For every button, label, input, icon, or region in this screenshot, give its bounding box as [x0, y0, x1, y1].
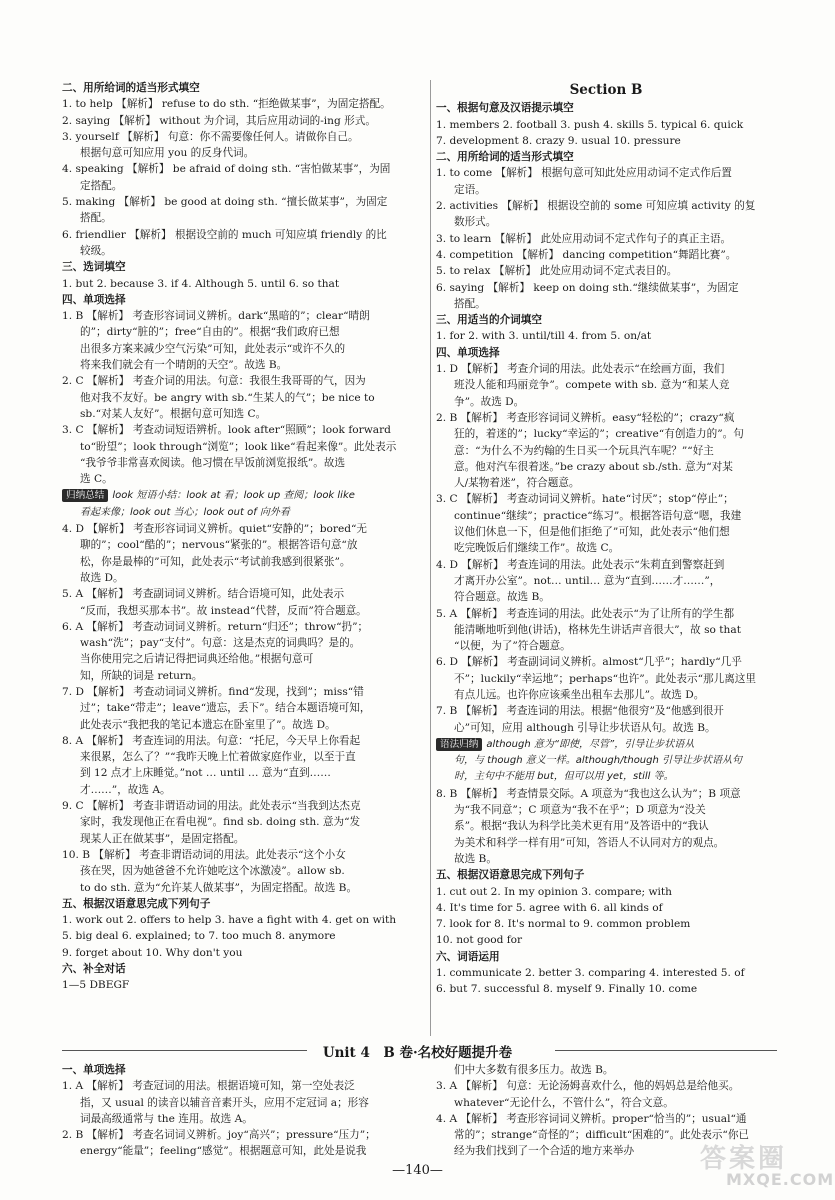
summary-note: 时，主句中不能用 but，但可以用 yet，still 等。 — [454, 771, 674, 783]
answer-line: 6. A 【解析】 考查动词词义辨析。return“归还”；throw“扔”； — [62, 620, 369, 633]
answer-continuation: 才离开办公室”。not… until… 意为“直到……才……”， — [454, 574, 721, 587]
bottom-left-column — [62, 1062, 424, 1160]
answer-line: 6. but 7. successful 8. myself 9. Finally 10. come — [436, 983, 698, 996]
answer-continuation: “以便，为了”符合题意。 — [454, 640, 571, 653]
answer-line: 4. It's time for 5. agree with 6. all kinds of — [436, 901, 663, 914]
answer-line: 1. but 2. because 3. if 4. Although 5. until 6. so that — [62, 277, 340, 290]
answer-line: 10. not good for — [436, 934, 523, 947]
answer-continuation: 出很多方案来减少空气污染”可知，此处表示“或许不久的 — [80, 342, 346, 355]
answer-line: 1. work out 2. offers to help 3. have a fight with 4. get on with — [62, 914, 397, 927]
answer-continuation: 当你使用完之后请记得把词典还给他。”根据句意可 — [80, 653, 314, 666]
answer-continuation: 他对我不友好。be angry with sb.“生某人的气”；be nice to — [80, 391, 375, 404]
answer-line: 3. to learn 【解析】 此处应用动词不定式作句子的真正主语。 — [436, 232, 732, 245]
answer-line: 1. A 【解析】 考查冠词的用法。根据语境可知，第一空处表泛 — [62, 1080, 355, 1093]
answer-continuation: 知，所缺的词是 return。 — [80, 669, 203, 682]
answer-line: 8. A 【解析】 考查连词的用法。句意：“托尼，今天早上你看起 — [62, 734, 361, 747]
summary-box — [62, 487, 424, 504]
section-heading: 二、用所给词的适当形式填空 — [436, 151, 574, 164]
answer-line: 7. development 8. crazy 9. usual 10. pressure — [436, 134, 681, 147]
watermark-url: MXQE.COM — [726, 1170, 835, 1189]
answer-line: 1. B 【解析】 考查形容词词义辨析。dark“黑暗的”；clear“晴朗 — [62, 310, 370, 323]
answer-continuation: 有点儿远。也许你应该乘坐出租车去那儿”。故选 D。 — [454, 688, 705, 701]
answer-continuation: 不”；luckily“幸运地”；perhaps“也许”。此处表示“那儿离这里 — [454, 672, 756, 685]
answer-line: 5. making 【解析】 be good at doing sth. “擅长做某事”，为固定 — [62, 196, 388, 209]
answer-continuation: 搭配。 — [454, 297, 486, 310]
answer-line: 9. forget about 10. Why don't you — [62, 946, 243, 959]
answer-continuation: 心”可知，应用 although 引导让步状语从句。故选 B。 — [454, 721, 716, 734]
section-b-title: Section B — [569, 82, 643, 98]
answer-line: 7. D 【解析】 考查动词词义辨析。find“发现，找到”；miss“错 — [62, 685, 364, 698]
watermark-logo — [690, 1138, 835, 1193]
answer-continuation: 经为我们找到了一个合适的地方来举办 — [454, 1145, 635, 1158]
answer-continuation: 定搭配。 — [80, 179, 123, 192]
answer-continuation: 搭配。 — [80, 212, 112, 225]
answer-continuation: to do sth. 意为“允许某人做某事”，为固定搭配。故选 B。 — [80, 881, 358, 894]
section-heading: 五、根据汉语意思完成下列句子 — [436, 869, 585, 882]
answer-continuation: sb.“对某人友好”。根据句意可知选 C。 — [80, 407, 267, 420]
summary-tag: 归纳总结 — [62, 489, 108, 502]
answer-continuation: 到 12 点才上床睡觉。”not … until … 意为“直到…… — [80, 767, 331, 780]
summary-note: look 短语小结：look at 看；look up 查阅；look like — [112, 490, 355, 502]
answer-continuation: “我爷爷非常喜欢阅读。他习惯在早饭前浏览报纸”。故选 — [80, 456, 346, 469]
answer-line: 5. to relax 【解析】 此处应用动词不定式表目的。 — [436, 265, 678, 278]
answer-line: 8. B 【解析】 考查情景交际。A 项意为“我也这么认为”；B 项意 — [436, 787, 741, 800]
section-heading: 三、选词填空 — [62, 261, 126, 274]
answer-line: 2. activities 【解析】 根据设空前的 some 可知应填 activity 的复 — [436, 200, 756, 213]
answer-continuation: 较级。 — [80, 244, 112, 257]
answer-continuation: 选 C。 — [80, 473, 113, 486]
answer-continuation: 指，又 usual 的读音以辅音音素开头，应用不定冠词 a；形容 — [80, 1096, 369, 1109]
summary-note: 看起来像；look out 当心；look out of 向外看 — [80, 506, 290, 518]
answer-line: 2. saying 【解析】 without 为介词，其后应用动词的-ing 形式。 — [62, 114, 376, 127]
answer-continuation: continue“继续”；practice“练习”。根据答语句意“嗯，我建 — [454, 509, 742, 522]
section-heading: 四、单项选择 — [62, 293, 126, 306]
section-heading: 三、用适当的介词填空 — [436, 314, 542, 327]
answer-line: 3. C 【解析】 考查动词短语辨析。look after“照顾”；look forward — [62, 424, 391, 437]
answer-line: 3. A 【解析】 句意：无论汤姆喜欢什么，他的妈妈总是给他买。 — [436, 1080, 740, 1093]
answer-line: 2. B 【解析】 考查形容词词义辨析。easy“轻松的”；crazy“疯 — [436, 411, 735, 424]
answer-continuation: energy“能量”；feeling“感觉”。根据题意可知，此处是说我 — [80, 1145, 367, 1158]
answer-line: 1. communicate 2. better 3. comparing 4. interested 5. of — [436, 967, 745, 980]
answer-line: 4. D 【解析】 考查连词的用法。此处表示“朱莉直到警察赶到 — [436, 558, 725, 571]
answer-continuation: 家时，我发现他正在看电视”。find sb. doing sth. 意为“发 — [80, 816, 361, 829]
answer-continuation: 争”。故选 D。 — [454, 395, 525, 408]
answer-continuation: 意。他对汽车很着迷。”be crazy about sb./sth. 意为“对某 — [454, 460, 733, 473]
answer-line: 7. look for 8. It's normal to 9. common problem — [436, 918, 691, 931]
answer-line: 1—5 DBEGF — [62, 979, 130, 992]
section-heading: 一、根据句意及汉语提示填空 — [436, 102, 574, 115]
summary-note: although 意为“即使，尽管”，引导让步状语从 — [486, 738, 695, 750]
answer-continuation: whatever“无论什么，不管什么”，符合文意。 — [454, 1096, 674, 1109]
answer-continuation: 定语。 — [454, 183, 486, 196]
answer-continuation: 此处表示“我把我的笔记本遗忘在卧室里了”。故选 D。 — [80, 718, 336, 731]
answer-line: 1. members 2. football 3. push 4. skills 5. typical 6. quick — [436, 118, 744, 131]
answer-continuation: 议他们休息一下，但是他们拒绝了”可知，此处表示“他们想 — [454, 526, 730, 539]
answer-line: 1. to come 【解析】 根据句意可知此处应用动词不定式作后置 — [436, 167, 732, 180]
answer-continuation: 孩在哭，因为她爸爸不允许她吃这个冰激凌”。allow sb. — [80, 865, 345, 878]
answer-line: 7. B 【解析】 考查连词的用法。根据“他很穷”及“他感到很开 — [436, 705, 724, 718]
answer-line: 10. B 【解析】 考查非谓语动词的用法。此处表示“这个小女 — [62, 848, 346, 861]
answer-line: 6. saying 【解析】 keep on doing sth.“继续做某事”，为固定 — [436, 281, 739, 294]
unit-header-rule-right — [555, 1050, 777, 1051]
section-heading: 二、用所给词的适当形式填空 — [62, 82, 200, 94]
answer-line: 2. C 【解析】 考查介词的用法。句意：我很生我哥哥的气，因为 — [62, 375, 366, 388]
answer-continuation: 狂的，着迷的”；lucky“幸运的”；creative“有创造力的”。句 — [454, 428, 744, 441]
answer-continuation: 们中大多数有很多压力。故选 B。 — [454, 1064, 614, 1076]
answer-line: 1. to help 【解析】 refuse to do sth. “拒绝做某事”，为固定搭配。 — [62, 98, 391, 111]
answer-continuation: 常的”；strange“奇怪的”；difficult“困难的”。此处表示“你已 — [454, 1129, 750, 1142]
page-number: —140— — [392, 1163, 443, 1178]
summary-tag: 语法归纳 — [436, 738, 482, 751]
right-column-body — [436, 100, 776, 997]
unit-header: Unit 4 B 卷·名校好题提升卷 — [322, 1045, 513, 1061]
left-column — [62, 80, 424, 994]
section-heading: 四、单项选择 — [436, 346, 500, 359]
answer-continuation: 将来我们就会有一个晴朗的天空”。故选 B。 — [80, 359, 288, 372]
answer-continuation: 为美术和科学一样有用”可知，答语人不认同对方的观点。 — [454, 836, 725, 849]
answer-line: 1. D 【解析】 考查介词的用法。此处表示“在绘画方面，我们 — [436, 363, 725, 376]
answer-continuation: 为“我不同意”；C 项意为“我不在乎”；D 项意为“没关 — [454, 804, 706, 817]
section-heading: 六、词语运用 — [436, 950, 500, 963]
answer-continuation: 现某人正在做某事”，是固定搭配。 — [80, 832, 245, 845]
answer-continuation: 聊的”；cool“酷的”；nervous“紧张的”。根据答语句意“放 — [80, 539, 358, 552]
answer-continuation: 故选 D。 — [80, 571, 124, 584]
answer-line: 4. A 【解析】 考查形容词词义辨析。proper“恰当的”；usual“通 — [436, 1112, 747, 1125]
answer-continuation: 的”；dirty“脏的”；free“自由的”。根据“我们政府已想 — [80, 326, 340, 339]
answer-continuation: 词最高级通常与 the 连用。故选 A。 — [80, 1112, 253, 1125]
answer-continuation: 符合题意。故选 B。 — [454, 591, 550, 604]
answer-line: 1. cut out 2. In my opinion 3. compare; with — [436, 885, 672, 898]
answer-continuation: 数形式。 — [454, 216, 497, 229]
column-divider — [430, 80, 431, 1036]
answer-continuation: 过”；take“带走”；leave“遗忘，丢下”。结合本题语境可知， — [80, 702, 371, 715]
answer-continuation: 班没人能和玛丽竞争”。compete with sb. 意为“和某人竞 — [454, 379, 730, 392]
answer-line: 4. competition 【解析】 dancing competition“舞蹈比赛”。 — [436, 248, 737, 261]
answer-line: 9. C 【解析】 考查非谓语动词的用法。此处表示“当我到达杰克 — [62, 800, 361, 813]
watermark-text: 答案圈 — [700, 1144, 788, 1174]
answer-line: 6. friendlier 【解析】 根据设空前的 much 可知应填 friendly 的比 — [62, 228, 387, 241]
answer-continuation: 才……”，故选 A。 — [80, 783, 171, 796]
answer-continuation: 人/某物着迷”，符合题意。 — [454, 477, 580, 490]
answer-line: 3. C 【解析】 考查动词词义辨析。hate“讨厌”；stop“停止”； — [436, 493, 734, 506]
section-heading: 五、根据汉语意思完成下列句子 — [62, 897, 211, 910]
answer-continuation: 意：“为什么不为约翰的生日买一个玩具汽车呢？”“好主 — [454, 444, 714, 457]
answer-continuation: 吃完晚饭后们继续工作”。故选 C。 — [454, 542, 620, 555]
answer-continuation: 系”。根据“我认为科学比美术更有用”及答语中的“我认 — [454, 820, 709, 833]
right-column — [436, 80, 776, 998]
answer-line: 4. speaking 【解析】 be afraid of doing sth. “害怕做某事”，为固 — [62, 163, 391, 176]
answer-continuation: 故选 B。 — [454, 852, 497, 865]
answer-continuation: 根据句意可知应用 you 的反身代词。 — [80, 147, 255, 160]
answer-continuation: to“盼望”；look through“浏览”；look like“看起来像”。此处表示 — [80, 440, 397, 453]
answer-continuation: 松，你是最棒的”可知，此处表示“考试前我感到很紧张”。 — [80, 555, 351, 568]
answer-line: 5. A 【解析】 考查连词的用法。此处表示“为了让所有的学生都 — [436, 607, 735, 620]
answer-line: 3. yourself 【解析】 句意：你不需要像任何人。请做你自己。 — [62, 130, 359, 143]
summary-box — [436, 736, 776, 753]
answer-continuation: 能清晰地听到他(讲话)，格林先生讲话声音很大”，故 so that — [454, 623, 741, 636]
summary-note: 句，与 though 意义一样。although/though 引导让步状语从句 — [454, 755, 743, 767]
answer-continuation: wash“洗”；pay“支付”。句意：这是杰克的词典吗？是的。 — [80, 637, 361, 650]
answer-line: 5. big deal 6. explained; to 7. too much 8. anymore — [62, 930, 336, 943]
answer-continuation: 来很累，怎么了？”“我昨天晚上忙着做家庭作业，以至于直 — [80, 751, 356, 764]
answer-line: 6. D 【解析】 考查副词词义辨析。almost“几乎”；hardly“几乎 — [436, 656, 742, 669]
answer-line: 2. B 【解析】 考查名词词义辨析。joy“高兴”；pressure“压力”； — [62, 1129, 376, 1142]
section-heading: 六、补全对话 — [62, 963, 126, 976]
answer-line: 5. A 【解析】 考查副词词义辨析。结合语境可知，此处表示 — [62, 588, 345, 601]
section-heading: 一、单项选择 — [62, 1064, 126, 1076]
answer-line: 4. D 【解析】 考查形容词词义辨析。quiet“安静的”；bored“无 — [62, 523, 368, 536]
answer-line: 1. for 2. with 3. until/till 4. from 5. on/at — [436, 330, 652, 343]
answer-continuation: “反而，我想买那本书”。故 instead“代替，反而”符合题意。 — [80, 604, 367, 617]
